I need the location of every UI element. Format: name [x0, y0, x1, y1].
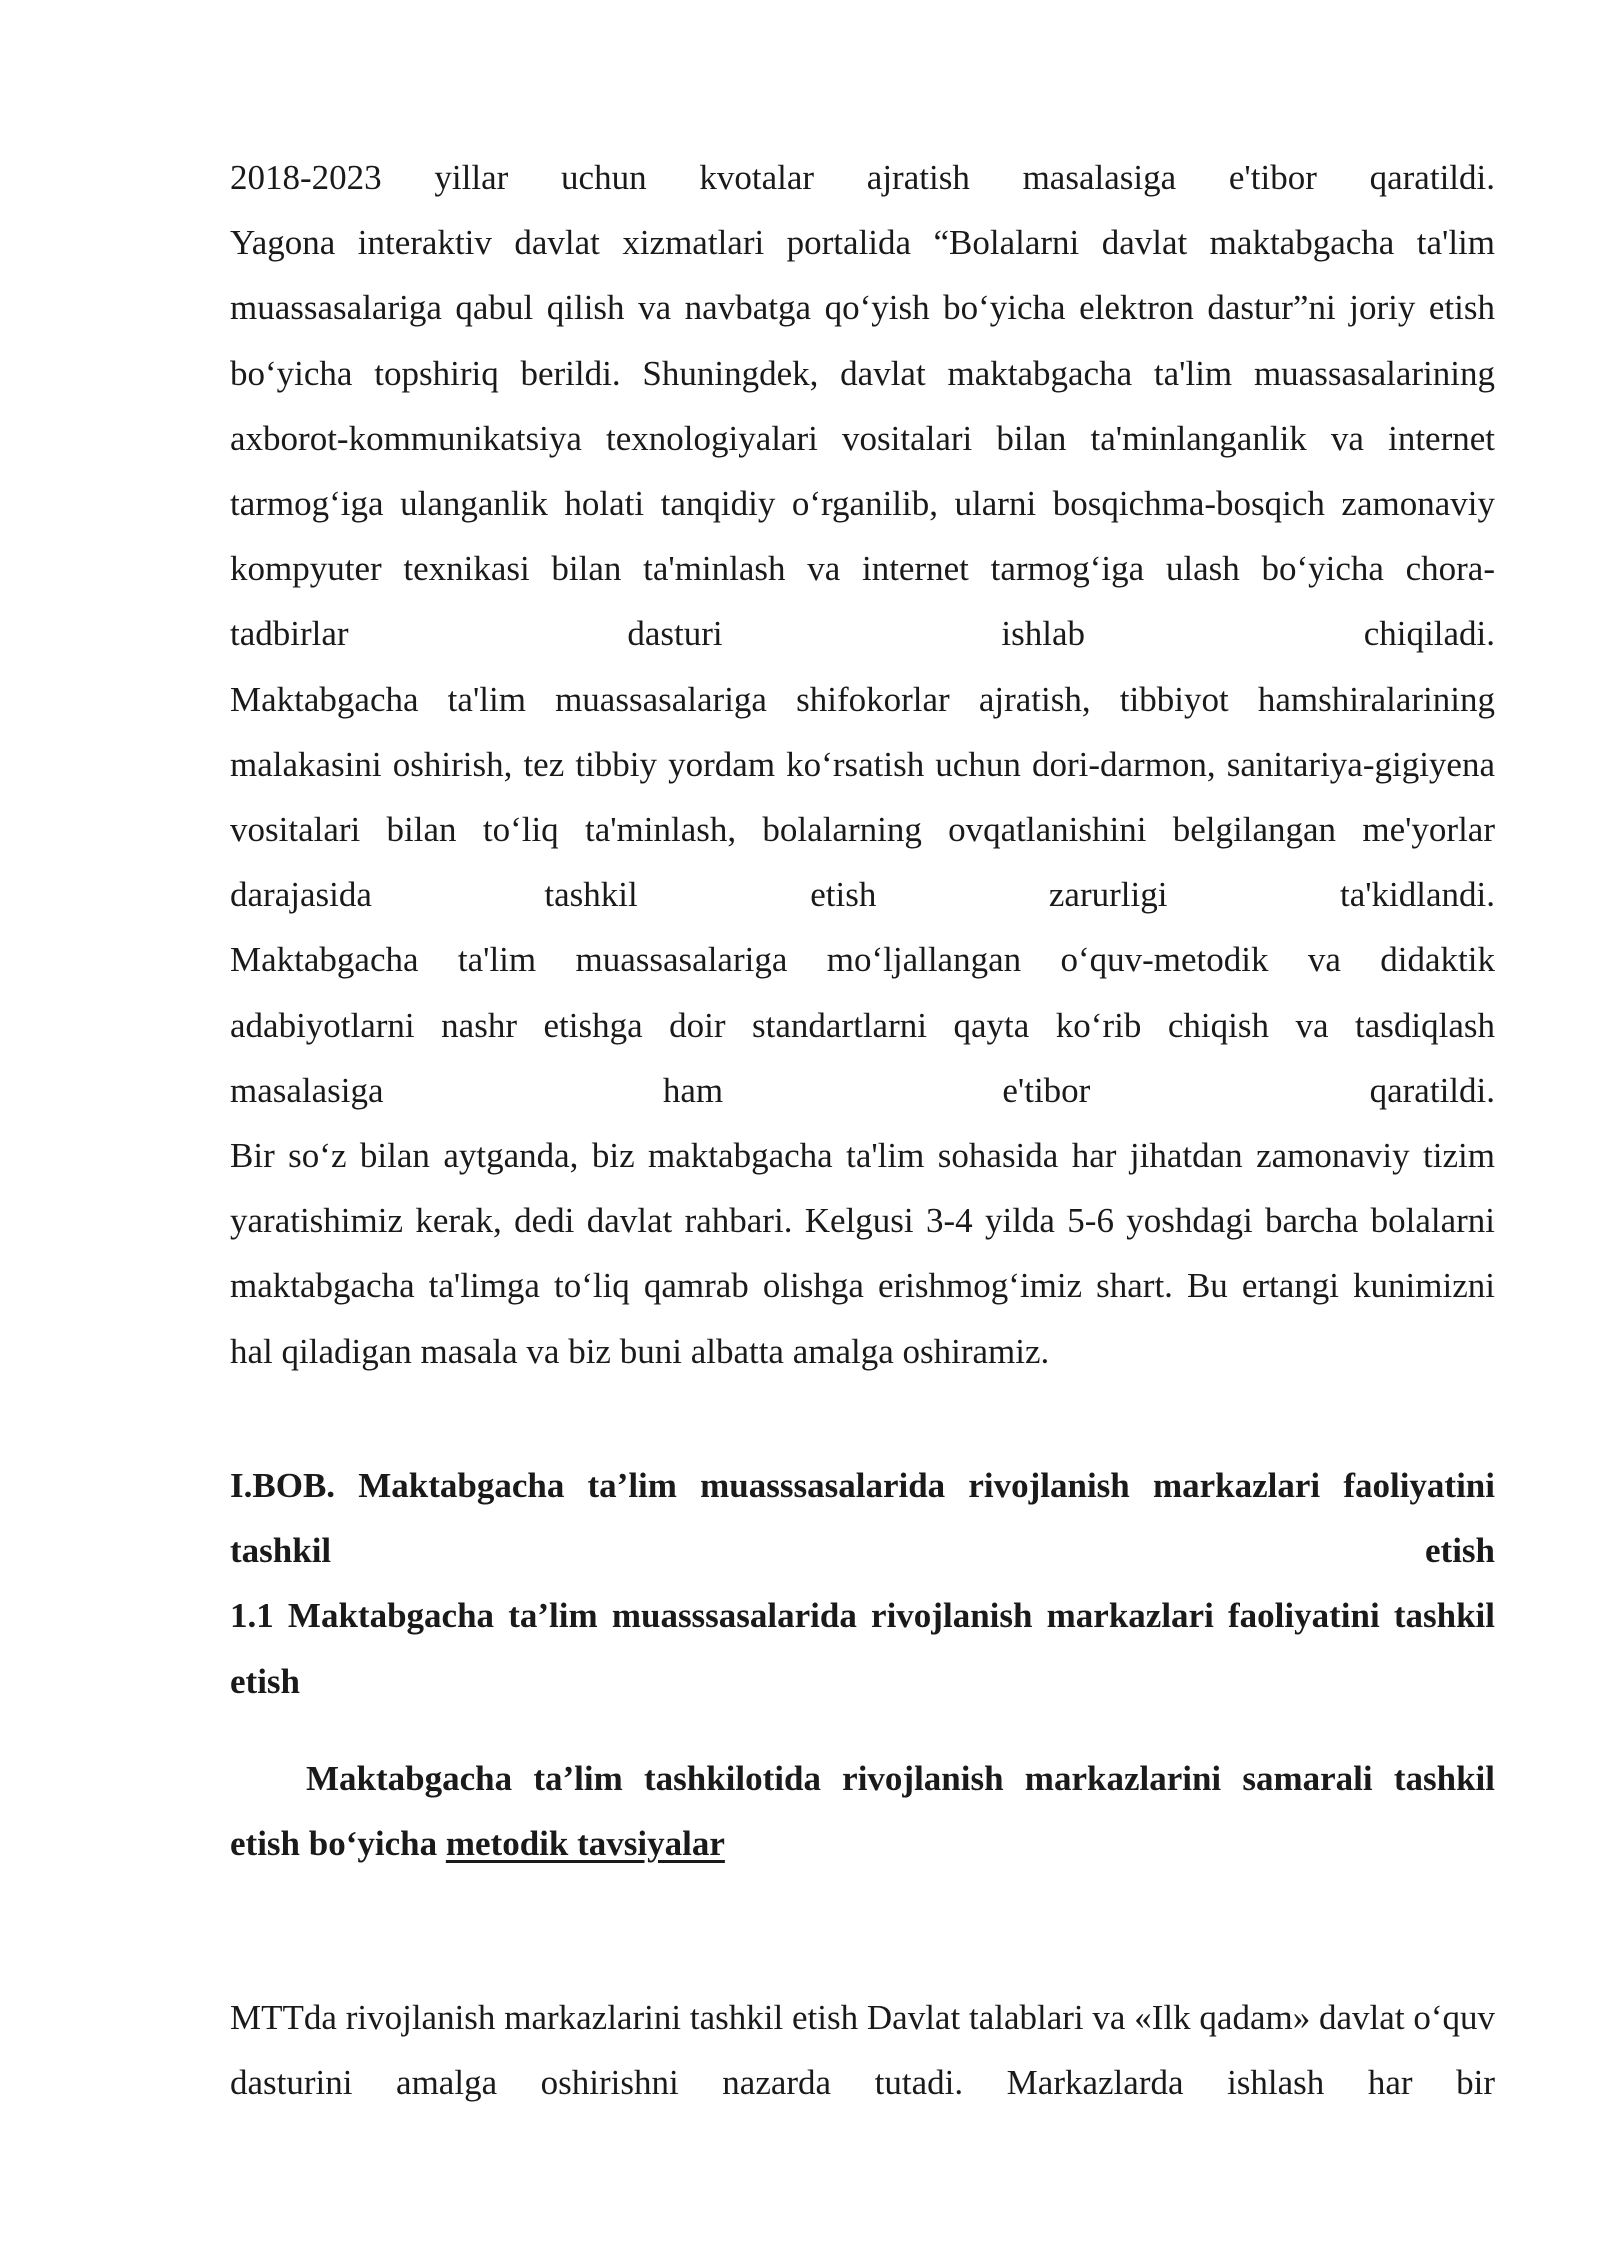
headings-block	[230, 1453, 1495, 1714]
paragraph-literature: Maktabgacha ta'lim muassasalariga mo‘ljallangan o‘quv-metodik va didaktik adabiyotlarni nashr etishga doir standartlarni qayta ko‘rib chiqish va tasdiqlash masalasiga ham e'tibor qaratildi.	[230, 940, 1495, 1110]
paragraph-portal: Yagona interaktiv davlat xizmatlari portalida “Bolalarni davlat maktabgacha ta'lim muassasalariga qabul qilish va navbatga qo‘yish bo‘yicha elektron dastur”ni joriy etish bo‘yicha topshiriq berildi. Shuningdek, davlat maktabgacha ta'lim muassasalarining axborot-kommunikatsiya texnologiyalari vositalari bilan ta'minlanganlik va internet tarmog‘iga ulanganlik holati tanqidiy o‘rganilib, ularni bosqichma-bosqich zamonaviy kompyuter texnikasi bilan ta'minlash va internet tarmog‘iga ulash bo‘yicha chora-tadbirlar dasturi ishlab chiqiladi.	[230, 223, 1495, 654]
paragraph-summary: Bir so‘z bilan aytganda, biz maktabgacha ta'lim sohasida har jihatdan zamonaviy tizim yaratishimiz kerak, dedi davlat rahbari. Kelgusi 3-4 yilda 5-6 yoshdagi barcha bolalarni maktabgacha ta'limga to‘liq qamrab olishga erishmog‘imiz shart. Bu ertangi kunimizni hal qiladigan masala va biz buni albatta amalga oshiramiz.	[230, 1136, 1495, 1371]
paragraph-quotas: 2018-2023 yillar uchun kvotalar ajratish masalasiga e'tibor qaratildi.	[230, 158, 1495, 197]
paragraph-mtt: MTTda rivojlanish markazlarini tashkil etish Davlat talablari va «Ilk qadam» davlat o‘quv dasturini amalga oshirishni nazarda tutadi. Markazlarda ishlash har bir	[230, 1998, 1495, 2103]
subheading-underlined-text: metodik tavsiyalar	[445, 1824, 725, 1864]
body-text-upper	[230, 145, 1495, 1384]
paragraph-medical: Maktabgacha ta'lim muassasalariga shifokorlar ajratish, tibbiyot hamshiralarining malakasini oshirish, tez tibbiy yordam ko‘rsatish uchun dori-darmon, sanitariya-gigiyena vositalari bilan to‘liq ta'minlash, bolalarning ovqatlanishini belgilangan me'yorlar darajasida tashkil etish zarurligi ta'kidlandi.	[230, 679, 1495, 915]
subheading	[230, 1746, 1495, 1876]
section-heading: 1.1 Maktabgacha ta’lim muasssasalarida rivojlanish markazlari faoliyatini tashkil etish	[230, 1596, 1495, 1701]
subheading-text: Maktabgacha ta’lim tashkilotida rivojlanish markazlarini samarali tashkil etish bo‘yicha	[230, 1759, 1495, 1864]
chapter-heading: I.BOB. Maktabgacha ta’lim muasssasalarida rivojlanish markazlari faoliyatini tashkil etish	[230, 1466, 1495, 1571]
body-text-lower	[230, 1985, 1495, 2115]
subheading-block	[230, 1746, 1495, 1876]
